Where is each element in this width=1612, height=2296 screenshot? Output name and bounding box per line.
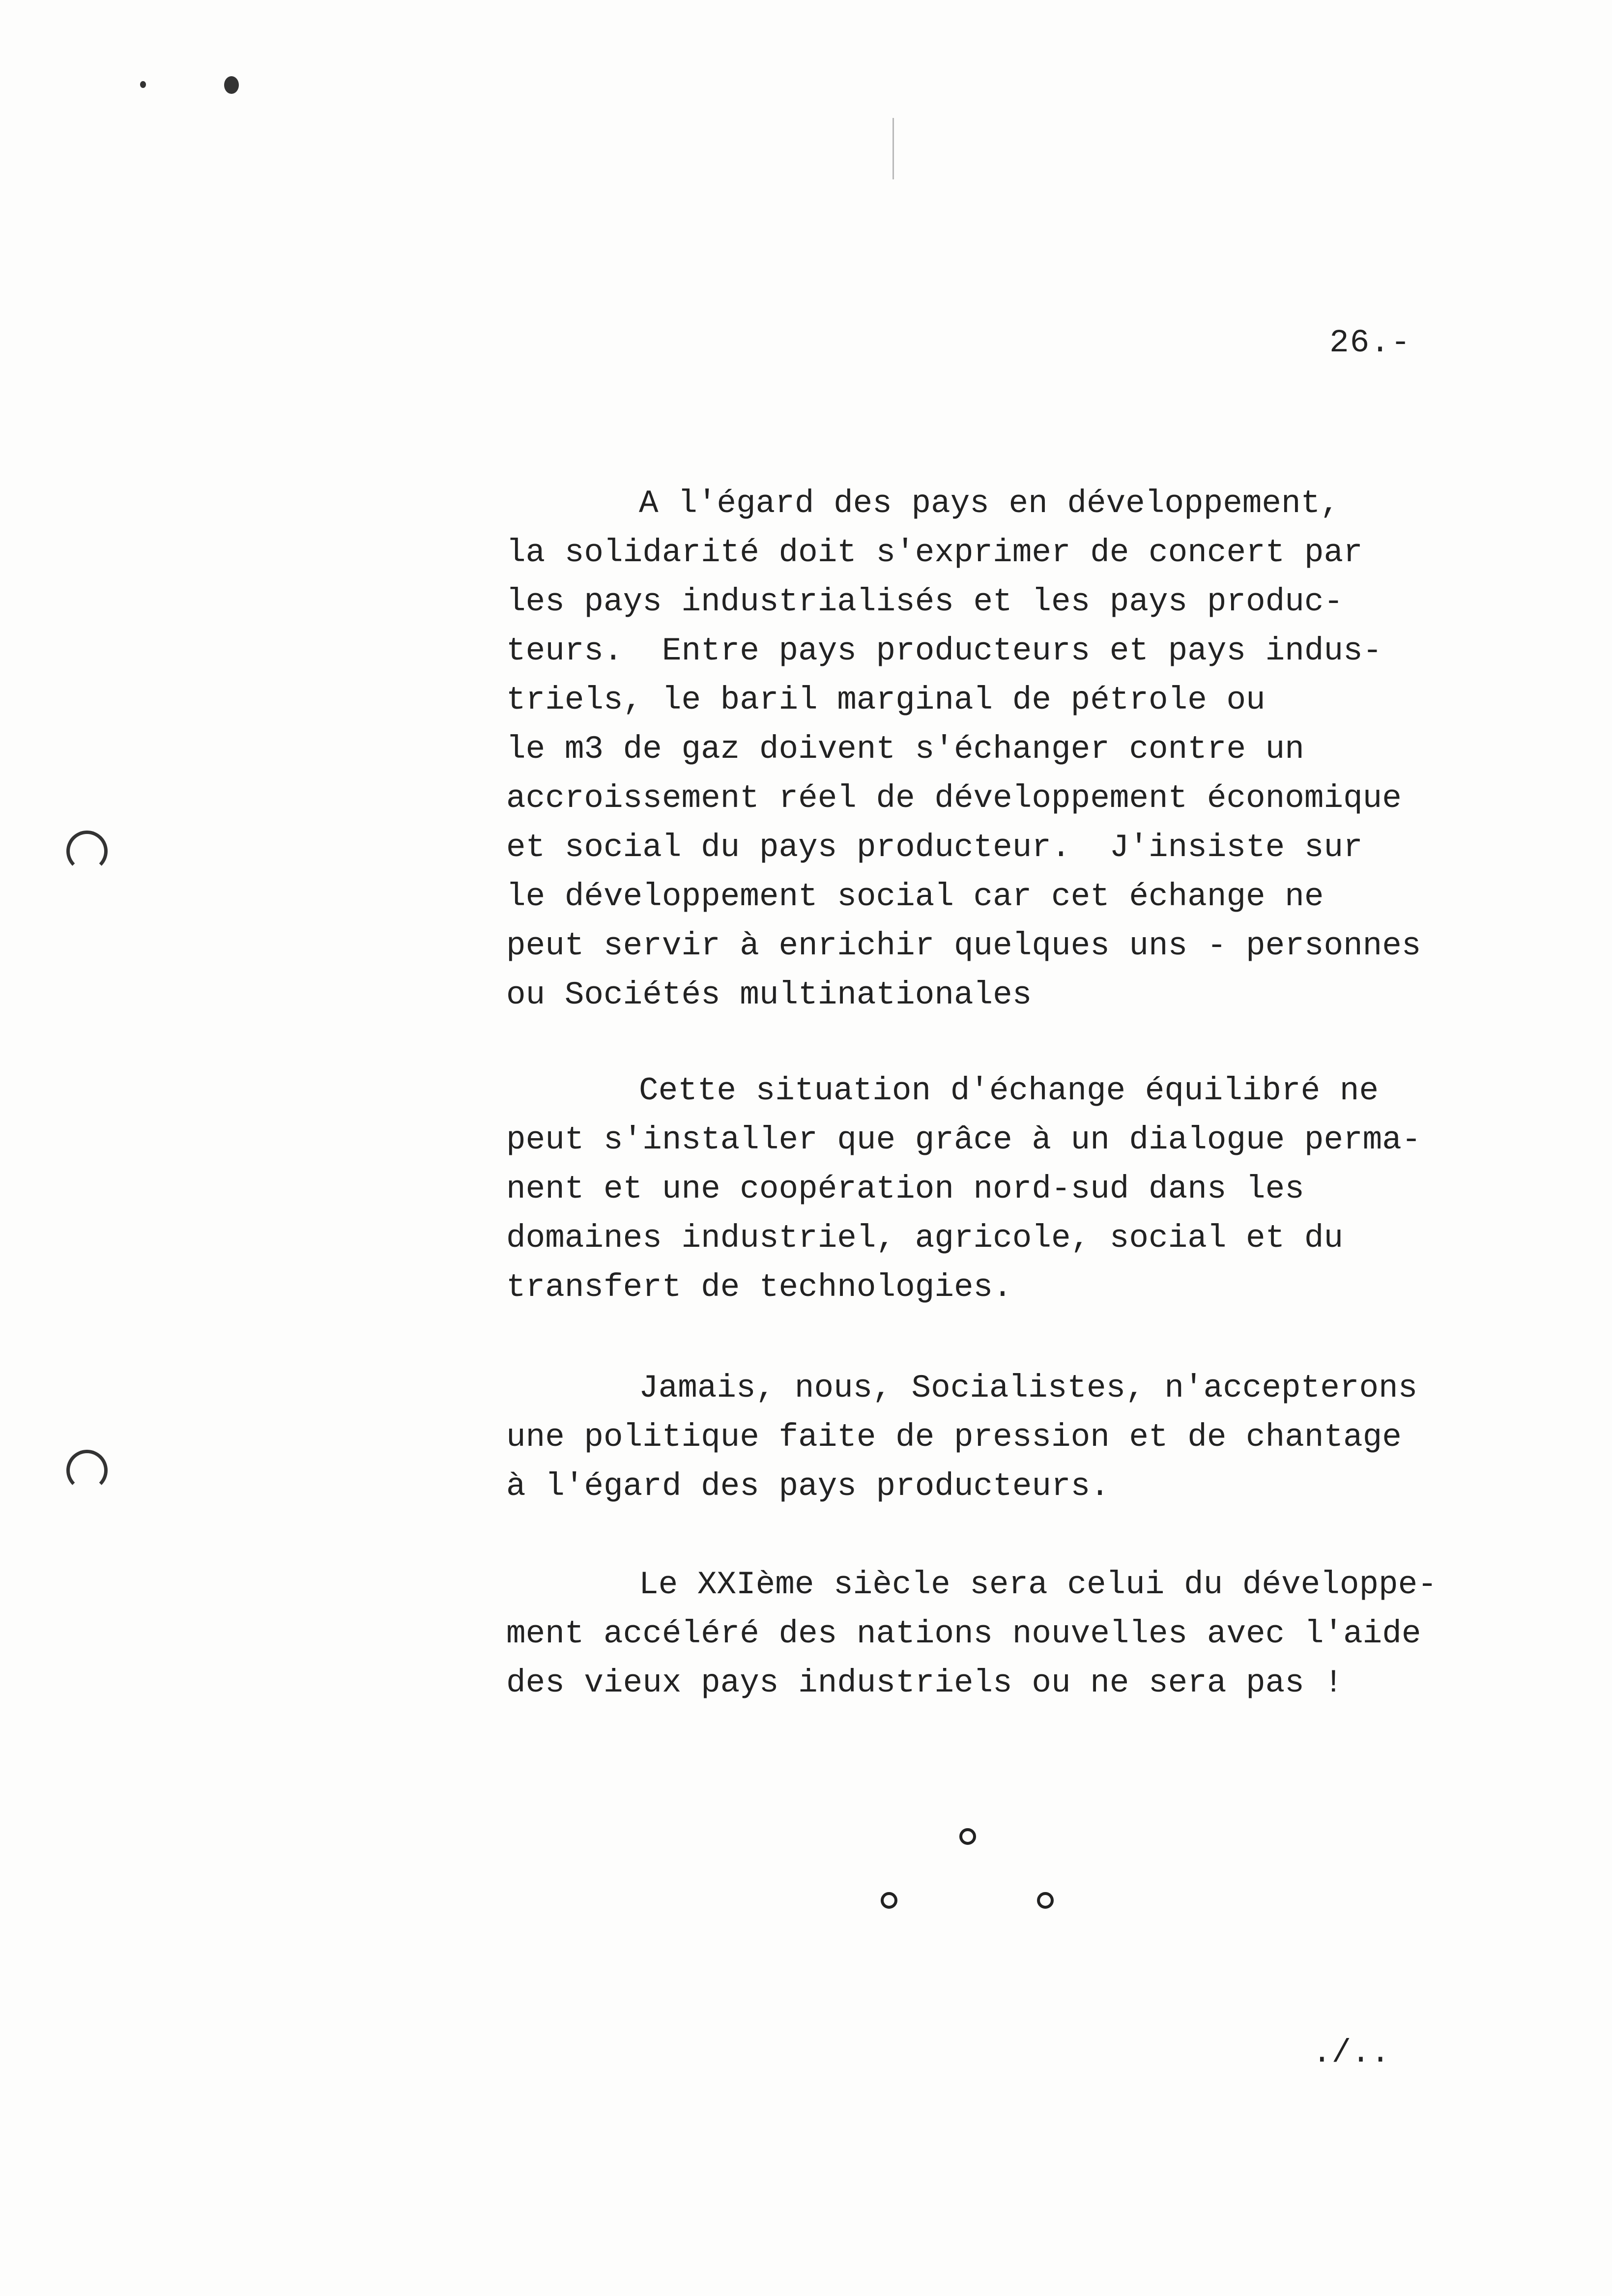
paragraph	[506, 1560, 1437, 1708]
paragraph	[506, 1066, 1421, 1312]
paragraph-line: Jamais, nous, Socialistes, n'accepterons	[639, 1370, 1418, 1406]
paragraph-line: transfert de technologies.	[506, 1269, 1012, 1306]
paragraph	[506, 1364, 1417, 1511]
paragraph-line: accroissement réel de développement économique	[506, 780, 1402, 817]
paragraph-line: Cette situation d'échange équilibré ne	[639, 1072, 1379, 1109]
paragraph-line: à l'égard des pays producteurs.	[506, 1468, 1110, 1505]
paragraph-line: nent et une coopération nord-sud dans les	[506, 1171, 1304, 1207]
page-number: 26.-	[1329, 324, 1411, 361]
paragraph-line: les pays industrialisés et les pays produc-	[506, 583, 1344, 620]
paragraph-line: triels, le baril marginal de pétrole ou	[506, 682, 1266, 718]
paragraph-line: des vieux pays industriels ou ne sera pas !	[506, 1665, 1344, 1701]
punch-hole	[66, 1450, 108, 1491]
section-ornament-dot	[881, 1892, 897, 1909]
paragraph-line: le développement social car cet échange ne	[506, 878, 1324, 915]
paragraph-line: une politique faite de pression et de chantage	[506, 1419, 1402, 1456]
paragraph-line: A l'égard des pays en développement,	[639, 485, 1340, 522]
ink-speck	[224, 76, 239, 94]
paragraph-line: domaines industriel, agricole, social et du	[506, 1220, 1344, 1257]
punch-hole	[66, 831, 108, 872]
section-ornament-dot	[1037, 1892, 1054, 1909]
paragraph-line: peut servir à enrichir quelques uns - personnes	[506, 927, 1421, 964]
continuation-mark: ./..	[1312, 2035, 1390, 2071]
fold-mark	[892, 118, 894, 179]
paragraph-line: teurs. Entre pays producteurs et pays indus-	[506, 632, 1382, 669]
section-ornament-dot	[959, 1828, 976, 1845]
paragraph-line: et social du pays producteur. J'insiste sur	[506, 829, 1363, 866]
paragraph-line: ou Sociétés multinationales	[506, 976, 1032, 1013]
paragraph-line: le m3 de gaz doivent s'échanger contre un	[506, 731, 1304, 768]
ink-speck	[140, 81, 146, 88]
paragraph-line: ment accéléré des nations nouvelles avec l'aide	[506, 1615, 1421, 1652]
paragraph-line: la solidarité doit s'exprimer de concert par	[506, 534, 1363, 571]
paragraph-line: Le XXIème siècle sera celui du développe-	[639, 1566, 1437, 1603]
paragraph	[506, 479, 1421, 1020]
paragraph-line: peut s'installer que grâce à un dialogue perma-	[506, 1121, 1421, 1158]
